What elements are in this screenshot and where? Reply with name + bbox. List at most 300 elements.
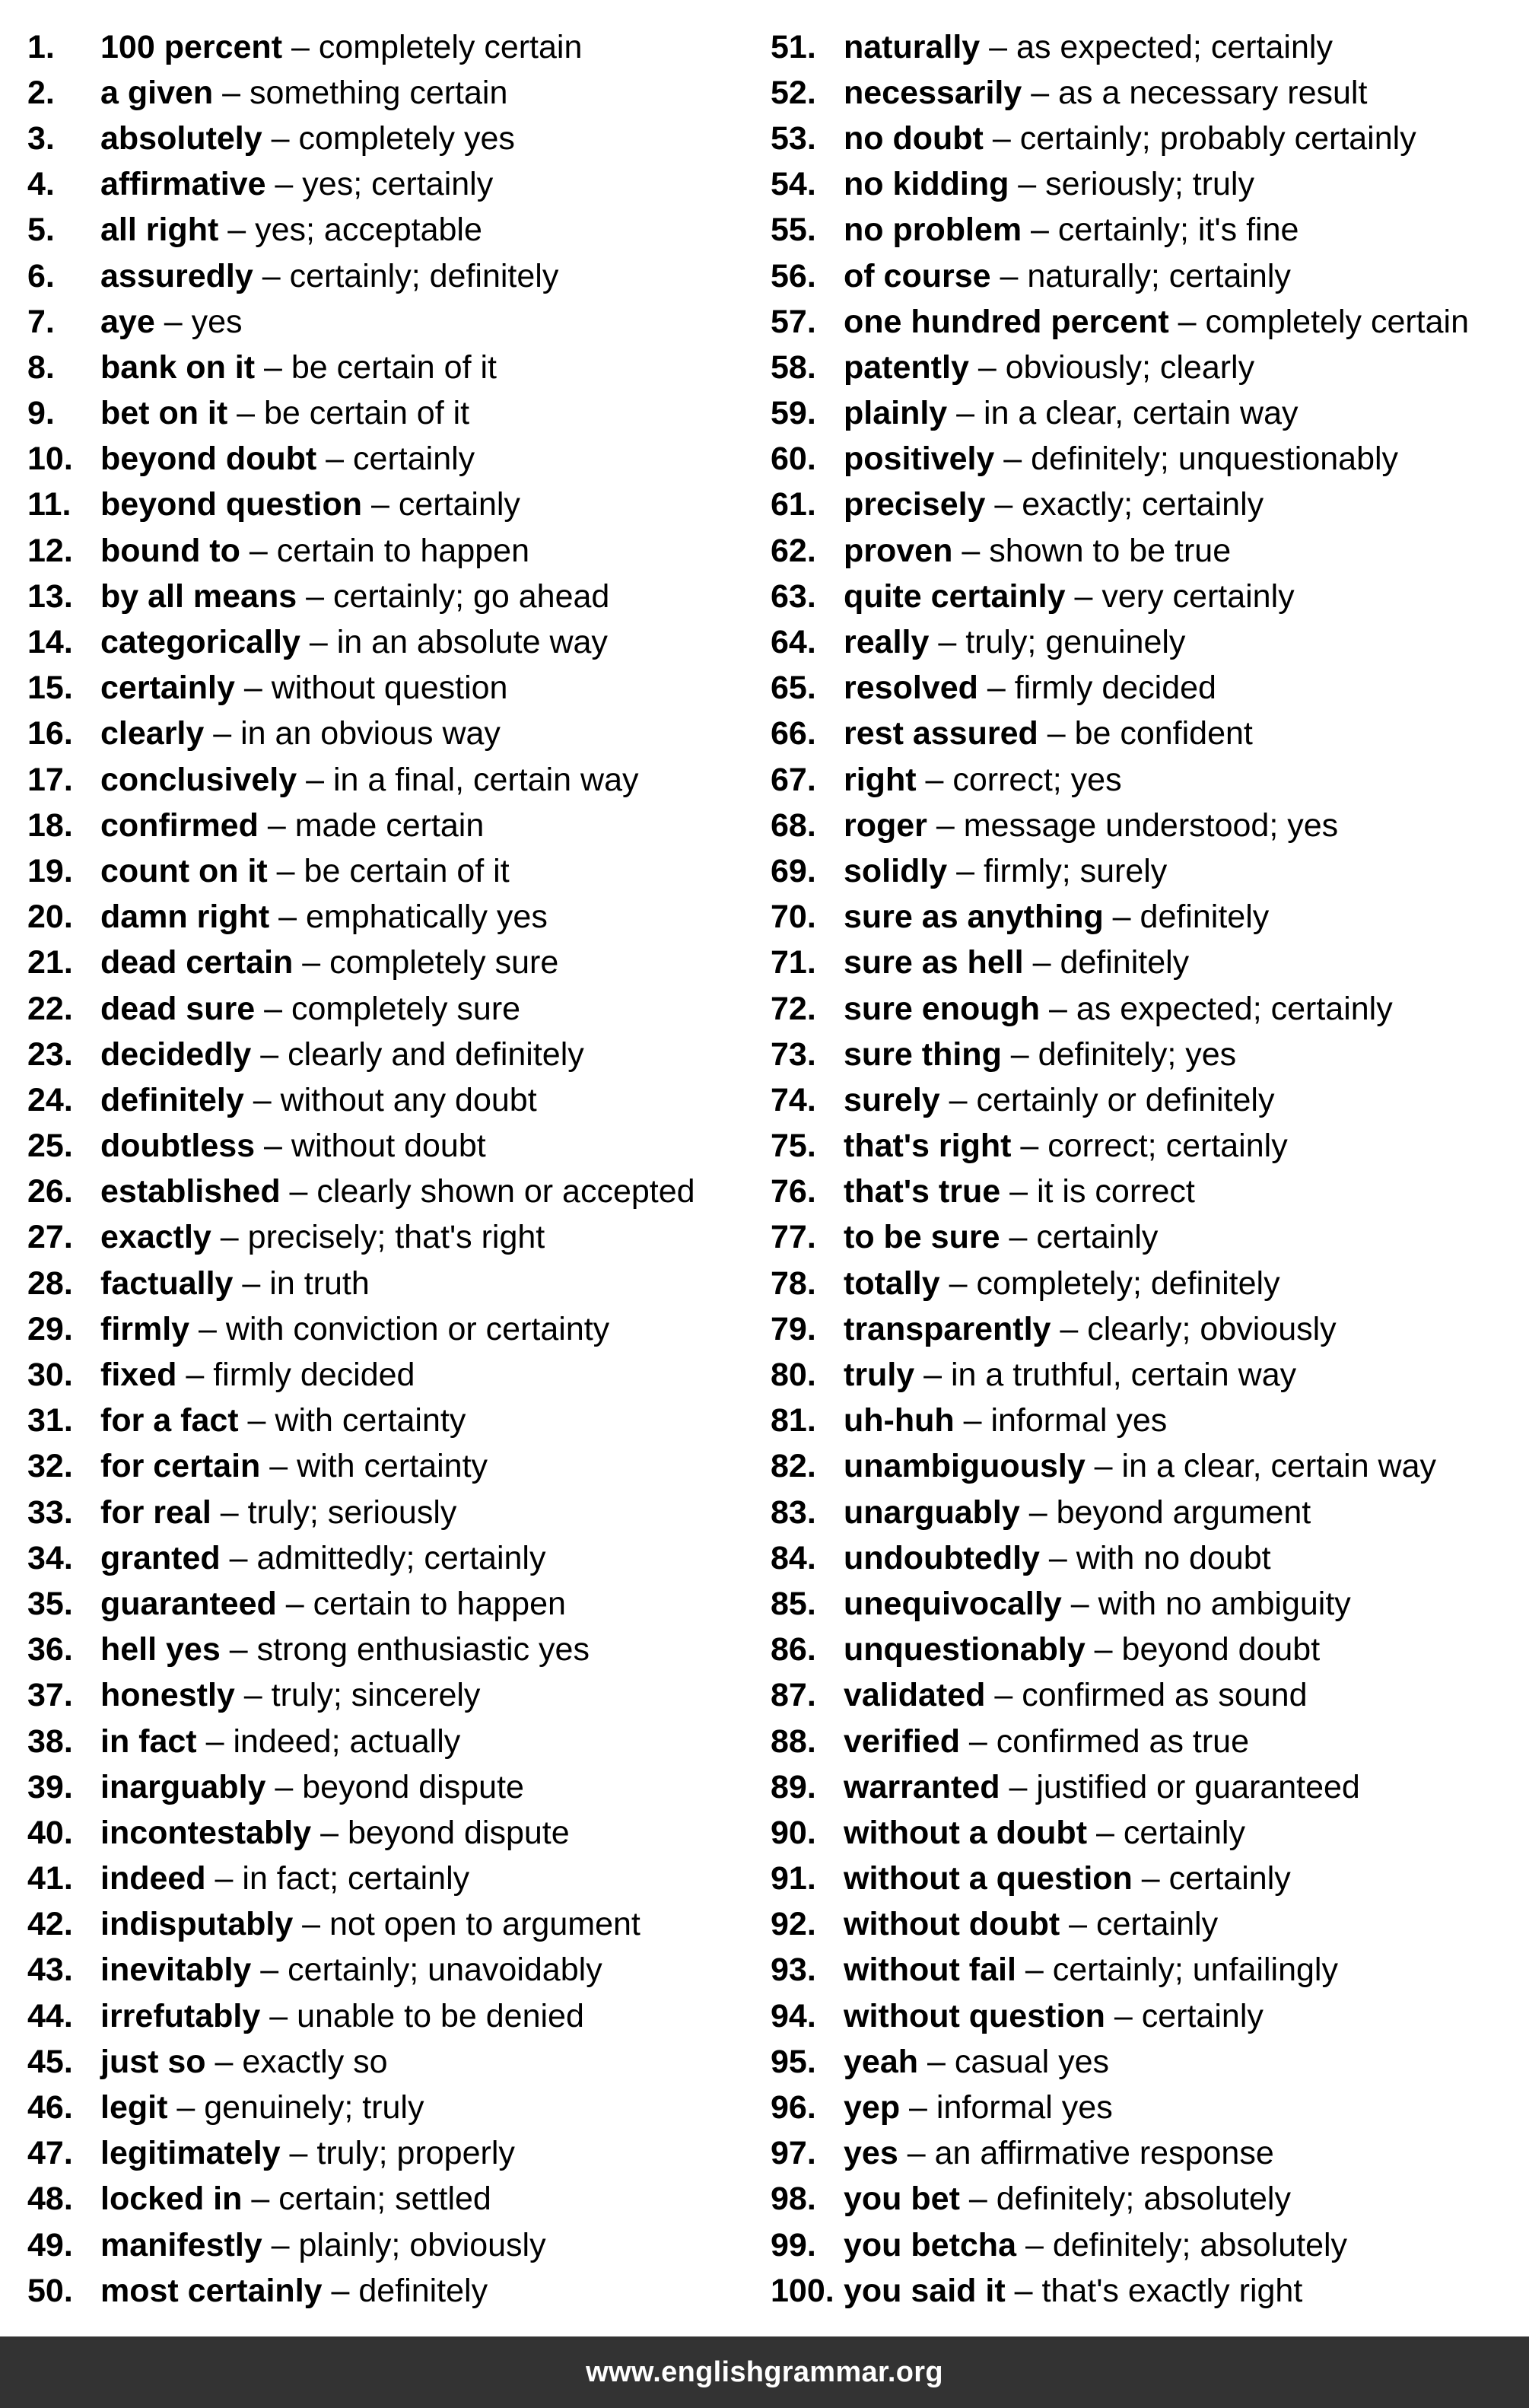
list-item	[27, 528, 758, 574]
item-number: 72.	[771, 990, 816, 1027]
item-number: 75.	[771, 1128, 816, 1165]
item-term: all right	[100, 212, 219, 249]
item-term: without question	[844, 1997, 1105, 2034]
item-separator: –	[1038, 715, 1075, 752]
item-term: yes	[844, 2135, 898, 2172]
item-number: 90.	[771, 1814, 816, 1851]
item-term: rest assured	[844, 715, 1038, 752]
item-definition: with certainty	[297, 1448, 488, 1485]
item-number: 53.	[771, 119, 816, 157]
item-term: surely	[844, 1081, 940, 1118]
item-term: conclusively	[100, 761, 297, 798]
item-term: absolutely	[100, 119, 262, 157]
item-number: 80.	[771, 1357, 816, 1394]
item-term: plainly	[844, 395, 948, 432]
item-definition: completely certain	[318, 28, 583, 65]
item-definition: confirmed as true	[996, 1722, 1249, 1760]
item-term: sure as anything	[844, 899, 1104, 936]
item-term: inevitably	[100, 1952, 252, 1989]
list-item	[27, 986, 758, 1032]
item-separator: –	[968, 348, 1006, 386]
item-separator: –	[211, 1219, 248, 1256]
item-term: you said it	[844, 2272, 1006, 2309]
list-item	[771, 1077, 1524, 1123]
item-definition: not open to argument	[329, 1906, 641, 1943]
item-number: 31.	[27, 1402, 73, 1439]
item-number: 25.	[27, 1128, 73, 1165]
list-item	[27, 757, 758, 803]
list-item	[771, 2085, 1524, 2130]
list-item	[771, 619, 1524, 665]
item-number: 32.	[27, 1448, 73, 1485]
list-item	[27, 1764, 758, 1810]
item-term: established	[100, 1173, 281, 1210]
item-separator: –	[282, 28, 319, 65]
item-definition: definitely	[1060, 944, 1190, 981]
item-number: 18.	[27, 806, 73, 844]
item-separator: –	[1085, 1448, 1122, 1485]
item-number: 49.	[27, 2226, 73, 2263]
item-definition: in a final, certain way	[332, 761, 639, 798]
item-definition: certainly	[1036, 1219, 1159, 1256]
item-definition: certainly or definitely	[976, 1081, 1275, 1118]
item-definition: correct; certainly	[1047, 1128, 1288, 1165]
list-item	[27, 2222, 758, 2268]
item-definition: be certain of it	[304, 852, 510, 889]
list-item	[771, 2177, 1524, 2222]
item-term: roger	[844, 806, 927, 844]
list-item	[771, 299, 1524, 345]
item-definition: certainly; definitely	[289, 257, 559, 294]
list-item	[771, 1490, 1524, 1535]
item-separator: –	[1009, 166, 1046, 203]
item-definition: very certainly	[1101, 577, 1295, 615]
item-separator: –	[205, 2043, 243, 2080]
item-separator: –	[255, 1128, 291, 1165]
item-term: necessarily	[844, 74, 1022, 111]
item-separator: –	[265, 1768, 303, 1805]
item-term: incontestably	[100, 1814, 312, 1851]
item-term: categorically	[100, 624, 300, 661]
item-definition: firmly; surely	[984, 852, 1168, 889]
item-term: by all means	[100, 577, 297, 615]
item-separator: –	[916, 761, 953, 798]
list-item	[27, 208, 758, 253]
item-separator: –	[900, 2089, 936, 2126]
item-term: most certainly	[100, 2272, 323, 2309]
item-term: indisputably	[100, 1906, 294, 1943]
item-separator: –	[1060, 1906, 1096, 1943]
item-term: granted	[100, 1539, 221, 1576]
item-separator: –	[1051, 1310, 1088, 1347]
item-separator: –	[297, 761, 333, 798]
item-definition: clearly shown or accepted	[316, 1173, 695, 1210]
item-number: 96.	[771, 2089, 816, 2126]
list-item	[771, 711, 1524, 757]
item-separator: –	[929, 624, 966, 661]
item-term: transparently	[844, 1310, 1051, 1347]
item-number: 55.	[771, 212, 816, 249]
item-number: 17.	[27, 761, 73, 798]
item-definition: shown to be true	[989, 532, 1232, 569]
item-term: unquestionably	[844, 1631, 1086, 1668]
item-number: 23.	[27, 1035, 73, 1073]
item-separator: –	[947, 395, 984, 432]
item-number: 20.	[27, 899, 73, 936]
item-number: 85.	[771, 1585, 816, 1622]
item-separator: –	[1016, 1952, 1053, 1989]
item-definition: with no ambiguity	[1098, 1585, 1351, 1622]
list-item	[27, 1077, 758, 1123]
item-term: dead certain	[100, 944, 294, 981]
item-separator: –	[1132, 1860, 1169, 1897]
item-term: uh-huh	[844, 1402, 955, 1439]
list-item	[27, 70, 758, 116]
item-definition: be certain of it	[264, 395, 470, 432]
item-separator: –	[218, 212, 256, 249]
item-number: 89.	[771, 1768, 816, 1805]
item-definition: as expected; certainly	[1016, 28, 1333, 65]
item-number: 15.	[27, 670, 73, 707]
item-term: sure thing	[844, 1035, 1002, 1073]
list-item	[27, 299, 758, 345]
item-term: damn right	[100, 899, 270, 936]
footer-url: www.englishgrammar.org	[586, 2356, 943, 2388]
list-item	[771, 895, 1524, 940]
item-definition: without any doubt	[280, 1081, 537, 1118]
item-number: 70.	[771, 899, 816, 936]
item-separator: –	[255, 348, 291, 386]
item-number: 24.	[27, 1081, 73, 1118]
item-separator: –	[1022, 212, 1058, 249]
item-term: a given	[100, 74, 214, 111]
item-definition: definitely; unquestionably	[1031, 441, 1399, 478]
item-separator: –	[213, 74, 250, 111]
list-item	[771, 1535, 1524, 1581]
item-term: no problem	[844, 212, 1022, 249]
list-item	[27, 1169, 758, 1215]
list-item	[771, 208, 1524, 253]
item-term: of course	[844, 257, 991, 294]
item-separator: –	[939, 1264, 977, 1302]
item-definition: something certain	[249, 74, 508, 111]
item-number: 74.	[771, 1081, 816, 1118]
item-separator: –	[269, 899, 306, 936]
item-term: unequivocally	[844, 1585, 1062, 1622]
item-separator: –	[253, 257, 290, 294]
item-separator: –	[947, 852, 984, 889]
item-separator: –	[983, 119, 1020, 157]
item-term: in fact	[100, 1722, 197, 1760]
item-term: beyond doubt	[100, 441, 317, 478]
item-definition: firmly decided	[213, 1357, 415, 1394]
item-definition: certainly	[1168, 1860, 1291, 1897]
item-definition: in fact; certainly	[242, 1860, 470, 1897]
list-item	[771, 757, 1524, 803]
item-number: 86.	[771, 1631, 816, 1668]
item-number: 68.	[771, 806, 816, 844]
item-number: 78.	[771, 1264, 816, 1302]
list-item	[771, 1719, 1524, 1764]
item-definition: strong enthusiastic yes	[256, 1631, 590, 1668]
item-separator: –	[1011, 1128, 1048, 1165]
item-number: 27.	[27, 1219, 73, 1256]
item-number: 33.	[27, 1493, 73, 1531]
item-number: 98.	[771, 2181, 816, 2218]
item-number: 11.	[27, 486, 72, 523]
item-separator: –	[898, 2135, 935, 2172]
item-term: beyond question	[100, 486, 362, 523]
item-number: 100.	[771, 2272, 834, 2309]
item-term: positively	[844, 441, 995, 478]
item-separator: –	[242, 2181, 279, 2218]
list-item	[771, 528, 1524, 574]
item-separator: –	[258, 806, 295, 844]
item-term: one hundred percent	[844, 303, 1169, 340]
item-definition: completely sure	[329, 944, 559, 981]
item-separator: –	[977, 670, 1015, 707]
list-item	[27, 1627, 758, 1673]
item-term: bound to	[100, 532, 240, 569]
item-definition: clearly; obviously	[1087, 1310, 1337, 1347]
item-separator: –	[280, 1173, 317, 1210]
item-definition: certainly	[398, 486, 520, 523]
item-definition: completely yes	[298, 119, 515, 157]
list-item	[27, 666, 758, 711]
item-definition: truly; sincerely	[271, 1677, 481, 1714]
item-term: guaranteed	[100, 1585, 277, 1622]
item-definition: that's exactly right	[1041, 2272, 1303, 2309]
item-separator: –	[280, 2135, 317, 2172]
item-definition: made certain	[294, 806, 485, 844]
item-separator: –	[1040, 990, 1076, 1027]
list-item	[27, 1306, 758, 1352]
item-term: totally	[844, 1264, 940, 1302]
item-separator: –	[243, 1081, 281, 1118]
list-item	[771, 803, 1524, 848]
item-definition: completely certain	[1205, 303, 1470, 340]
item-definition: certain; settled	[278, 2181, 491, 2218]
item-separator: –	[939, 1081, 977, 1118]
item-number: 67.	[771, 761, 816, 798]
item-term: without a question	[844, 1860, 1133, 1897]
list-item	[771, 482, 1524, 528]
item-separator: –	[980, 28, 1017, 65]
item-separator: –	[1105, 1997, 1142, 2034]
item-separator: –	[227, 395, 265, 432]
item-separator: –	[954, 1402, 991, 1439]
item-separator: –	[234, 670, 272, 707]
item-definition: be certain of it	[291, 348, 497, 386]
item-separator: –	[1087, 1814, 1124, 1851]
list-item	[27, 24, 758, 70]
item-number: 29.	[27, 1310, 73, 1347]
item-definition: with conviction or certainty	[225, 1310, 610, 1347]
list-item	[771, 848, 1524, 894]
list-item	[27, 345, 758, 390]
list-item	[27, 2085, 758, 2130]
item-separator: –	[1039, 1539, 1076, 1576]
item-separator: –	[927, 806, 964, 844]
item-term: assuredly	[100, 257, 253, 294]
item-definition: exactly; certainly	[1022, 486, 1264, 523]
item-separator: –	[267, 852, 304, 889]
list-item	[771, 24, 1524, 70]
item-term: for a fact	[100, 1402, 239, 1439]
item-term: resolved	[844, 670, 978, 707]
item-definition: beyond dispute	[347, 1814, 570, 1851]
item-number: 66.	[771, 715, 816, 752]
item-definition: certainly	[1095, 1906, 1219, 1943]
item-definition: definitely	[358, 2272, 488, 2309]
item-separator: –	[994, 441, 1032, 478]
item-number: 65.	[771, 670, 816, 707]
list-item	[27, 2131, 758, 2177]
item-separator: –	[985, 1677, 1022, 1714]
item-separator: –	[952, 532, 990, 569]
item-term: doubtless	[100, 1128, 256, 1165]
item-separator: –	[260, 1448, 297, 1485]
item-number: 12.	[27, 532, 73, 569]
item-separator: –	[293, 1906, 330, 1943]
item-number: 44.	[27, 1997, 73, 2034]
item-definition: certainly	[1123, 1814, 1245, 1851]
item-separator: –	[204, 715, 241, 752]
item-number: 26.	[27, 1173, 73, 1210]
item-number: 1.	[27, 28, 55, 65]
item-number: 42.	[27, 1906, 73, 1943]
list-item	[27, 848, 758, 894]
item-number: 36.	[27, 1631, 73, 1668]
item-term: legitimately	[100, 2135, 281, 2172]
item-term: legit	[100, 2089, 168, 2126]
item-number: 64.	[771, 624, 816, 661]
item-separator: –	[176, 1357, 214, 1394]
list-item	[27, 1352, 758, 1398]
item-number: 51.	[771, 28, 816, 65]
item-term: 100 percent	[100, 28, 283, 65]
item-number: 58.	[771, 348, 816, 386]
item-number: 48.	[27, 2181, 73, 2218]
item-term: quite certainly	[844, 577, 1066, 615]
item-separator: –	[1168, 303, 1206, 340]
item-separator: –	[262, 2226, 299, 2263]
list-item	[771, 1673, 1524, 1719]
item-term: really	[844, 624, 930, 661]
list-item	[27, 116, 758, 161]
item-number: 91.	[771, 1860, 816, 1897]
item-number: 94.	[771, 1997, 816, 2034]
item-definition: exactly so	[242, 2043, 388, 2080]
list-item	[771, 253, 1524, 299]
list-item	[27, 2268, 758, 2314]
item-definition: certainly; go ahead	[332, 577, 610, 615]
list-item	[27, 1444, 758, 1490]
list-item	[27, 574, 758, 619]
word-list-right-column	[771, 0, 1524, 2314]
item-term: you bet	[844, 2181, 960, 2218]
list-item	[771, 666, 1524, 711]
list-item	[771, 1581, 1524, 1627]
item-term: no doubt	[844, 119, 984, 157]
item-term: clearly	[100, 715, 205, 752]
list-item	[27, 1673, 758, 1719]
item-term: indeed	[100, 1860, 206, 1897]
item-term: fixed	[100, 1357, 177, 1394]
item-separator: –	[240, 532, 277, 569]
item-definition: certainly; probably certainly	[1019, 119, 1416, 157]
item-definition: message understood; yes	[963, 806, 1339, 844]
item-number: 83.	[771, 1493, 816, 1531]
item-definition: certainly	[353, 441, 475, 478]
item-separator: –	[276, 1585, 313, 1622]
item-number: 38.	[27, 1722, 73, 1760]
item-term: warranted	[844, 1768, 1000, 1805]
item-term: you betcha	[844, 2226, 1016, 2263]
item-term: truly	[844, 1357, 915, 1394]
item-definition: with no doubt	[1076, 1539, 1271, 1576]
item-term: yep	[844, 2089, 901, 2126]
list-item	[771, 1902, 1524, 1948]
item-definition: emphatically yes	[305, 899, 548, 936]
item-number: 92.	[771, 1906, 816, 1943]
item-definition: clearly and definitely	[288, 1035, 584, 1073]
list-item	[27, 803, 758, 848]
item-separator: –	[220, 1631, 257, 1668]
item-definition: truly; seriously	[247, 1493, 457, 1531]
item-number: 43.	[27, 1952, 73, 1989]
item-term: proven	[844, 532, 953, 569]
item-definition: precisely; that's right	[247, 1219, 545, 1256]
item-separator: –	[1022, 74, 1059, 111]
item-number: 45.	[27, 2043, 73, 2080]
item-number: 69.	[771, 852, 816, 889]
list-item	[771, 437, 1524, 482]
item-number: 6.	[27, 257, 55, 294]
item-term: without fail	[844, 1952, 1016, 1989]
item-definition: as a necessary result	[1058, 74, 1368, 111]
item-separator: –	[251, 1952, 288, 1989]
item-number: 93.	[771, 1952, 816, 1989]
list-item	[27, 1490, 758, 1535]
item-term: bet on it	[100, 395, 228, 432]
footer-bar	[0, 2336, 1529, 2408]
item-separator: –	[234, 1677, 272, 1714]
item-term: hell yes	[100, 1631, 221, 1668]
list-item	[771, 1444, 1524, 1490]
item-definition: admittedly; certainly	[256, 1539, 546, 1576]
item-term: yeah	[844, 2043, 919, 2080]
item-separator: –	[233, 1264, 270, 1302]
list-item	[27, 940, 758, 986]
item-definition: definitely; yes	[1038, 1035, 1237, 1073]
item-term: patently	[844, 348, 969, 386]
item-number: 99.	[771, 2226, 816, 2263]
item-definition: genuinely; truly	[204, 2089, 424, 2126]
item-separator: –	[154, 303, 192, 340]
item-number: 10.	[27, 441, 73, 478]
item-separator: –	[251, 1035, 288, 1073]
item-number: 7.	[27, 303, 55, 340]
item-term: sure as hell	[844, 944, 1024, 981]
item-number: 41.	[27, 1860, 73, 1897]
item-definition: definitely; absolutely	[996, 2181, 1291, 2218]
item-separator: –	[300, 624, 337, 661]
item-number: 97.	[771, 2135, 816, 2172]
item-number: 76.	[771, 1173, 816, 1210]
list-item	[771, 1306, 1524, 1352]
list-item	[771, 2222, 1524, 2268]
